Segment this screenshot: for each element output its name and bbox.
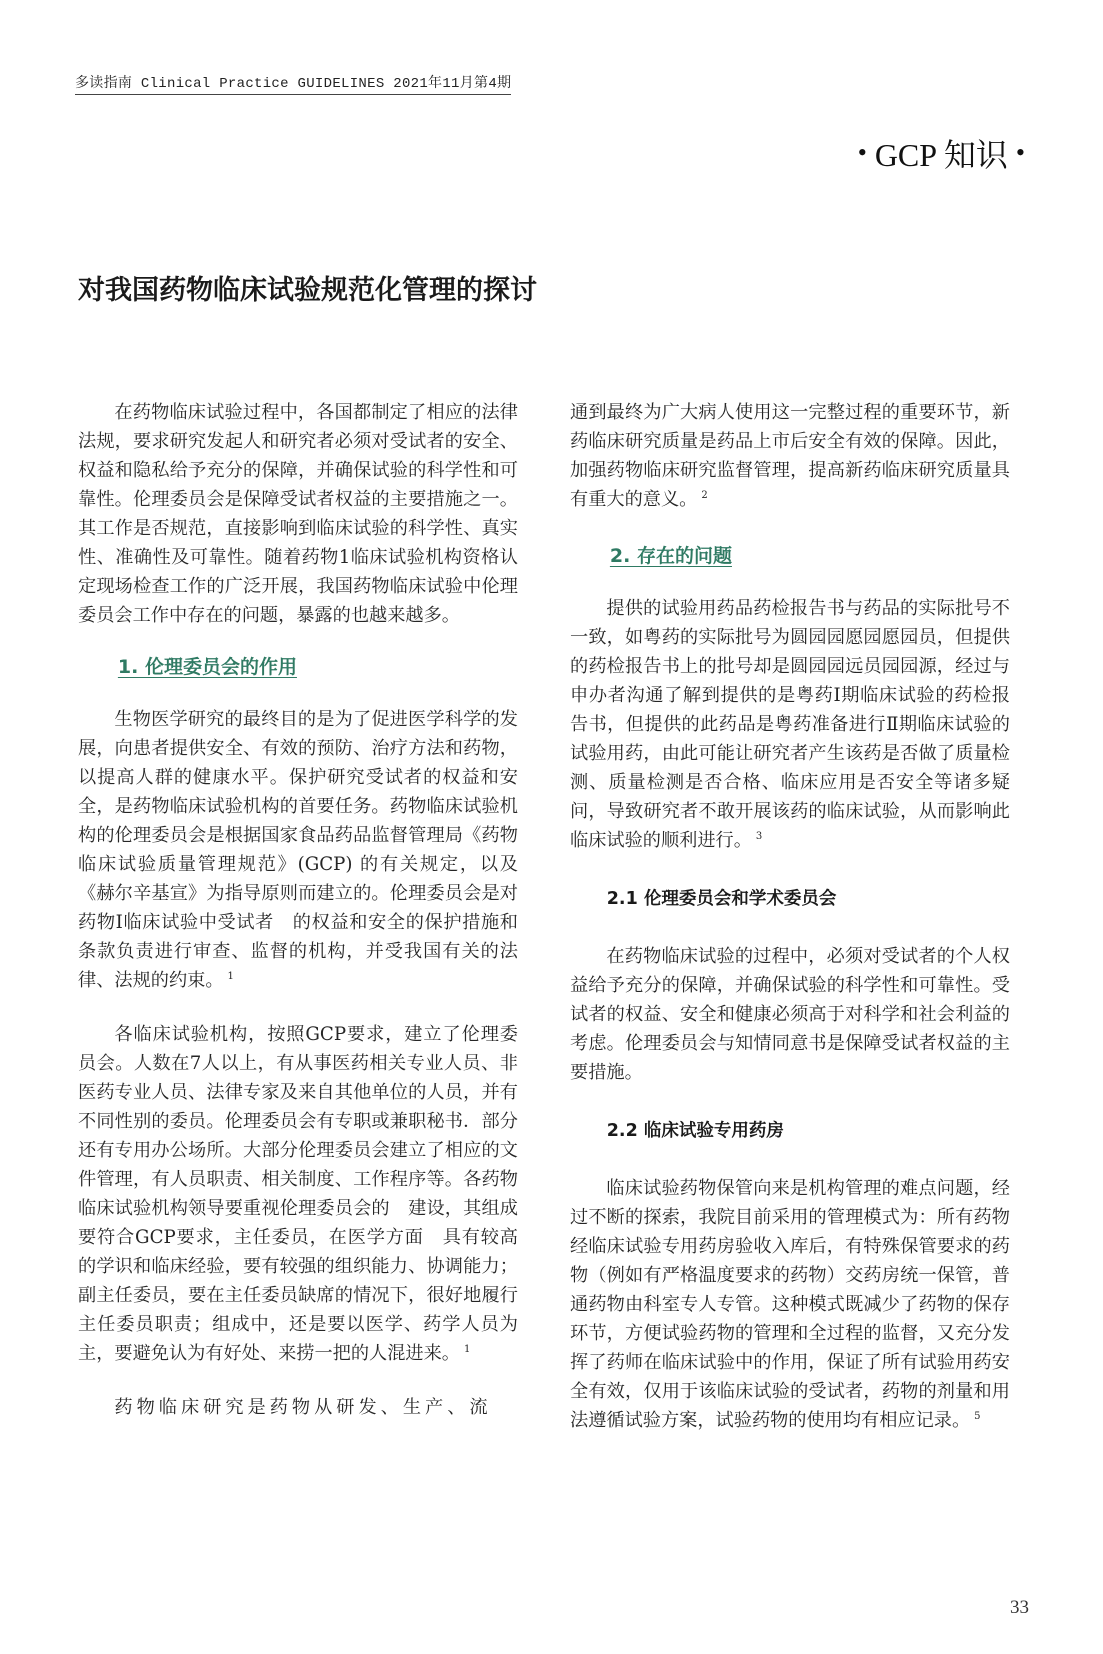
left-column xyxy=(78,398,518,1422)
citation-ref: 1 xyxy=(463,1343,471,1355)
right-column xyxy=(570,398,1010,1435)
paragraph-text: 生物医学研究的最终目的是为了促进医学科学的发展，向患者提供安全、有效的预防、治疗方法和药物，以提高人群的健康水平。保护研究受试者的权益和安全，是药物临床试验机构的首要任务。药物临床试验机构的伦理委员会是根据国家食品药品监督管理局《药物临床试验质量管理规范》(GCP) 的有关规定，以及《赫尔辛基宣》为指导原则而建立的。伦理委员会是对药物Ⅰ临床试验中受试者 的权益和安全的保护措施和条款负责进行审查、监督的机构，并受我国有关的法律、法规的约束。 xyxy=(78,709,518,991)
section1-paragraph-2 xyxy=(78,1020,518,1368)
section1-paragraph-3-start: 药物临床研究是药物从研发、生产、流 xyxy=(114,1397,492,1418)
paragraph-text: 临床试验药物保管向来是机构管理的难点问题，经过不断的探索，我院目前采用的管理模式为：所有药物经临床试验专用药房验收入库后，有特殊保管要求的药物（例如有严格温度要求的药物）交药房统一保管，普通药物由科室专人专管。这种模式既减少了药物的保存环节，方便试验药物的管理和全过程的监督，又充分发挥了药师在临床试验中的作用，保证了所有试验用药安全有效，仅用于该临床试验的受试者，药物的剂量和用法遵循试验方案，试验药物的使用均有相应记录。 xyxy=(570,1178,1010,1431)
section-tag xyxy=(858,130,1025,176)
citation-ref: 3 xyxy=(755,830,763,842)
subsection-2-1-paragraph: 在药物临床试验的过程中，必须对受试者的个人权益给予充分的保障，并确保试验的科学性和可靠性。受试者的权益、安全和健康必须高于对科学和社会利益的考虑。伦理委员会与知情同意书是保障受试者权益的主要措施。 xyxy=(570,946,1010,1083)
paragraph-text: 通到最终为广大病人使用这一完整过程的重要环节，新药临床研究质量是药品上市后安全有效的保障。因此，加强药物临床研究监督管理，提高新药临床研究质量具有重大的意义。 xyxy=(570,402,1010,510)
bullet-icon: • xyxy=(857,138,867,167)
paragraph-text: 提供的试验用药品药检报告书与药品的实际批号不一致，如粤药的实际批号为圆园园愿园愿园员，但提供的药检报告书上的批号却是圆园园远员园园源，经过与申办者沟通了解到提供的是粤药Ⅰ期临床试验的药检报告书，但提供的此药品是粤药准备进行Ⅱ期临床试验的试验用药，由此可能让研究者产生该药是否做了质量检测、质量检测是否合格、临床应用是否安全等诸多疑问，导致研究者不敢开展该药的临床试验，从而影响此临床试验的顺利进行。 xyxy=(570,598,1010,851)
section-heading-1: 1. 伦理委员会的作用 xyxy=(117,656,297,678)
section1-paragraph-1 xyxy=(78,705,518,995)
section1-paragraph-3-continued xyxy=(570,398,1010,514)
running-header: 多读指南 Clinical Practice GUIDELINES 2021年11月第4期 xyxy=(75,72,511,95)
citation-ref: 5 xyxy=(974,1410,981,1422)
page-number: 33 xyxy=(1010,1597,1029,1618)
section-tag-label: GCP 知识 xyxy=(874,137,1008,173)
bullet-icon: • xyxy=(1015,138,1025,167)
paragraph-text: 各临床试验机构，按照GCP要求，建立了伦理委员会。人数在7人以上，有从事医药相关专业人员、非医药专业人员、法律专家及来自其他单位的人员，并有不同性别的委员。伦理委员会有专职或兼职秘书．部分还有专用办公场所。大部分伦理委员会建立了相应的文件管理，有人员职责、相关制度、工作程序等。各药物临床试验机构领导要重视伦理委员会的 建设，其组成要符合GCP要求，主任委员，在医学方面 具有较高的学识和临床经验，要有较强的组织能力、协调能力；副主任委员，要在主任委员缺席的情况下，很好地履行主任委员职责；组成中，还是要以医学、药学人员为主，要避免认为有好处、来捞一把的人混进来。 xyxy=(78,1024,518,1364)
citation-ref: 1 xyxy=(227,970,234,982)
citation-ref: 2 xyxy=(701,489,708,501)
section2-paragraph xyxy=(570,594,1010,855)
subsection-2-2-paragraph xyxy=(570,1174,1010,1435)
intro-paragraph: 在药物临床试验过程中，各国都制定了相应的法律法规，要求研究发起人和研究者必须对受试者的安全、权益和隐私给予充分的保障，并确保试验的科学性和可靠性。伦理委员会是保障受试者权益的主要措施之一。其工作是否规范，直接影响到临床试验的科学性、真实性、准确性及可靠性。随着药物1临床试验机构资格认定现场检查工作的广泛开展，我国药物临床试验中伦理委员会工作中存在的问题，暴露的也越来越多。 xyxy=(78,402,518,626)
section-heading-2: 2. 存在的问题 xyxy=(609,545,732,567)
article-title: 对我国药物临床试验规范化管理的探讨 xyxy=(78,275,537,307)
subsection-heading-2-1: 2.1 伦理委员会和学术委员会 xyxy=(606,889,837,909)
subsection-heading-2-2: 2.2 临床试验专用药房 xyxy=(606,1121,784,1141)
